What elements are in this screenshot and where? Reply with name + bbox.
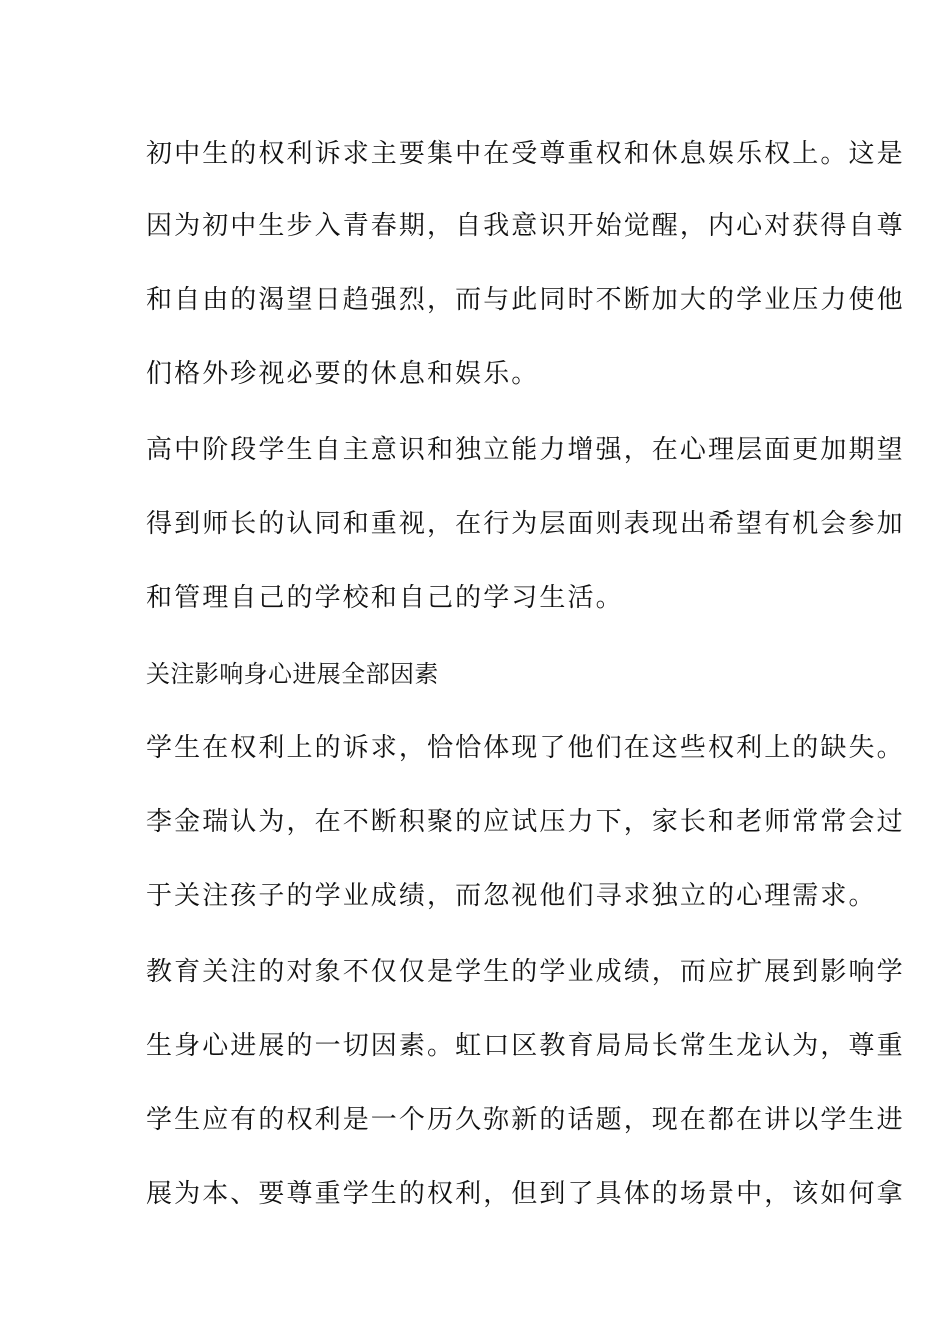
paragraph-line: 学生在权利上的诉求，恰恰体现了他们在这些权利上的缺失。: [146, 733, 905, 763]
paragraph-line: 展为本、要尊重学生的权利，但到了具体的场景中，该如何拿: [146, 1179, 905, 1209]
paragraph-line: 教育关注的对象不仅仅是学生的学业成绩，而应扩展到影响学: [146, 957, 905, 987]
paragraph-line: 初中生的权利诉求主要集中在受尊重权和休息娱乐权上。这是: [146, 139, 905, 169]
paragraph-line: 和自由的渴望日趋强烈，而与此同时不断加大的学业压力使他: [146, 285, 905, 315]
paragraph-line: 李金瑞认为，在不断积聚的应试压力下，家长和老师常常会过: [146, 807, 905, 837]
paragraph-line: 们格外珍视必要的休息和娱乐。: [146, 359, 540, 389]
paragraph-line: 于关注孩子的学业成绩，而忽视他们寻求独立的心理需求。: [146, 881, 877, 911]
paragraph-line: 和管理自己的学校和自己的学习生活。: [146, 583, 624, 613]
paragraph-line: 得到师长的认同和重视，在行为层面则表现出希望有机会参加: [146, 509, 905, 539]
paragraph-line: 生身心进展的一切因素。虹口区教育局局长常生龙认为，尊重: [146, 1031, 905, 1061]
section-heading: 关注影响身心进展全部因素: [146, 660, 439, 688]
paragraph-line: 因为初中生步入青春期，自我意识开始觉醒，内心对获得自尊: [146, 211, 905, 241]
paragraph-line: 学生应有的权利是一个历久弥新的话题，现在都在讲以学生进: [146, 1105, 905, 1135]
paragraph-line: 高中阶段学生自主意识和独立能力增强，在心理层面更加期望: [146, 435, 905, 465]
